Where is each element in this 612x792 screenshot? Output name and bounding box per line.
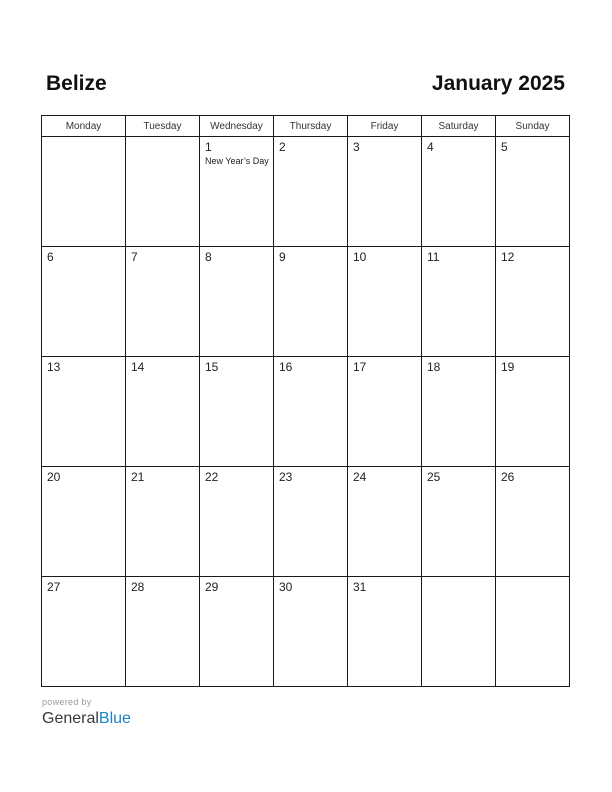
- day-number: 4: [427, 140, 434, 154]
- holiday-note: [200, 484, 273, 485]
- month-title: January 2025: [431, 72, 565, 95]
- week-row-1: [42, 137, 570, 247]
- day-number: 22: [205, 470, 219, 484]
- day-cell: [348, 577, 422, 687]
- holiday-note: [422, 264, 495, 265]
- day-number: 28: [131, 580, 145, 594]
- day-number: 13: [47, 360, 61, 374]
- holiday-note: [496, 580, 569, 581]
- day-cell: [42, 247, 126, 357]
- holiday-note: [42, 140, 125, 141]
- day-number: 19: [501, 360, 515, 374]
- day-number: 30: [279, 580, 293, 594]
- day-cell: [42, 577, 126, 687]
- weekday-sunday: Sunday: [496, 116, 570, 137]
- day-cell: [42, 137, 126, 247]
- weekday-tuesday: Tuesday: [126, 116, 200, 137]
- holiday-note: [200, 374, 273, 375]
- holiday-note: [422, 374, 495, 375]
- day-cell: [274, 357, 348, 467]
- day-number: 7: [131, 250, 138, 264]
- day-cell: [496, 247, 570, 357]
- day-number: 24: [353, 470, 367, 484]
- holiday-note: [348, 374, 421, 375]
- day-cell: [496, 137, 570, 247]
- day-number: 29: [205, 580, 219, 594]
- day-cell: [348, 247, 422, 357]
- day-cell: [42, 467, 126, 577]
- brand-general: General: [42, 710, 99, 727]
- day-number: 1: [205, 140, 212, 154]
- day-number: 3: [353, 140, 360, 154]
- holiday-note: [422, 580, 495, 581]
- holiday-note: [42, 484, 125, 485]
- holiday-note: [200, 264, 273, 265]
- holiday-note: [42, 374, 125, 375]
- day-cell: [126, 467, 200, 577]
- country-title: Belize: [46, 72, 107, 95]
- holiday-note: New Year’s Day: [205, 156, 269, 166]
- day-cell: [200, 247, 274, 357]
- holiday-note: [496, 154, 569, 155]
- holiday-note: [126, 140, 199, 141]
- day-cell: [496, 467, 570, 577]
- holiday-note: [274, 594, 347, 595]
- week-row-4: [42, 467, 570, 577]
- holiday-note: [274, 374, 347, 375]
- day-cell: [126, 247, 200, 357]
- holiday-note: [422, 484, 495, 485]
- day-cell: [274, 577, 348, 687]
- day-cell: [126, 357, 200, 467]
- day-number: 17: [353, 360, 367, 374]
- day-number: 12: [501, 250, 515, 264]
- weekday-thursday: Thursday: [274, 116, 348, 137]
- day-number: 21: [131, 470, 145, 484]
- holiday-note: [496, 264, 569, 265]
- day-cell: [200, 357, 274, 467]
- day-cell: [274, 247, 348, 357]
- day-cell: [200, 577, 274, 687]
- holiday-note: [126, 374, 199, 375]
- day-cell: [422, 247, 496, 357]
- holiday-note: [126, 484, 199, 485]
- day-cell: [496, 577, 570, 687]
- holiday-note: [348, 154, 421, 155]
- holiday-note: [496, 484, 569, 485]
- day-cell: [422, 467, 496, 577]
- holiday-note: [42, 264, 125, 265]
- day-cell: [42, 357, 126, 467]
- holiday-note: [274, 484, 347, 485]
- week-row-2: [42, 247, 570, 357]
- day-cell: [348, 467, 422, 577]
- day-cell: [348, 137, 422, 247]
- day-cell: [422, 137, 496, 247]
- day-number: 6: [47, 250, 54, 264]
- day-number: 18: [427, 360, 441, 374]
- day-number: 16: [279, 360, 293, 374]
- day-cell: [126, 577, 200, 687]
- generalblue-logo: [42, 709, 131, 729]
- holiday-note: [200, 594, 273, 595]
- holiday-note: [348, 484, 421, 485]
- day-number: 5: [501, 140, 508, 154]
- day-cell: [274, 137, 348, 247]
- day-number: 20: [47, 470, 61, 484]
- holiday-note: [126, 594, 199, 595]
- day-number: 11: [427, 250, 440, 264]
- day-number: 27: [47, 580, 61, 594]
- footer-branding: [42, 697, 131, 729]
- week-row-5: [42, 577, 570, 687]
- brand-blue: Blue: [98, 710, 131, 727]
- holiday-note: [422, 154, 495, 155]
- day-number: 9: [279, 250, 286, 264]
- day-cell: [200, 137, 274, 247]
- weekday-friday: Friday: [348, 116, 422, 137]
- day-number: 26: [501, 470, 515, 484]
- day-number: 10: [353, 250, 367, 264]
- holiday-note: [274, 264, 347, 265]
- calendar-grid: [41, 115, 570, 687]
- holiday-note: [348, 594, 421, 595]
- day-cell: [496, 357, 570, 467]
- day-cell: [274, 467, 348, 577]
- day-number: 31: [353, 580, 367, 594]
- day-cell: [126, 137, 200, 247]
- weekday-monday: Monday: [42, 116, 126, 137]
- powered-by-label: powered by: [42, 697, 92, 707]
- day-number: 14: [131, 360, 145, 374]
- day-cell: [348, 357, 422, 467]
- weekday-header-row: [42, 116, 570, 137]
- day-number: 25: [427, 470, 441, 484]
- holiday-note: [126, 264, 199, 265]
- day-cell: [422, 357, 496, 467]
- weekday-saturday: Saturday: [422, 116, 496, 137]
- holiday-note: [42, 594, 125, 595]
- weekday-wednesday: Wednesday: [200, 116, 274, 137]
- holiday-note: [274, 154, 347, 155]
- day-number: 2: [279, 140, 286, 154]
- day-cell: [422, 577, 496, 687]
- week-row-3: [42, 357, 570, 467]
- holiday-note: [348, 264, 421, 265]
- day-number: 8: [205, 250, 212, 264]
- day-number: 23: [279, 470, 293, 484]
- day-number: 15: [205, 360, 219, 374]
- holiday-note: [496, 374, 569, 375]
- day-cell: [200, 467, 274, 577]
